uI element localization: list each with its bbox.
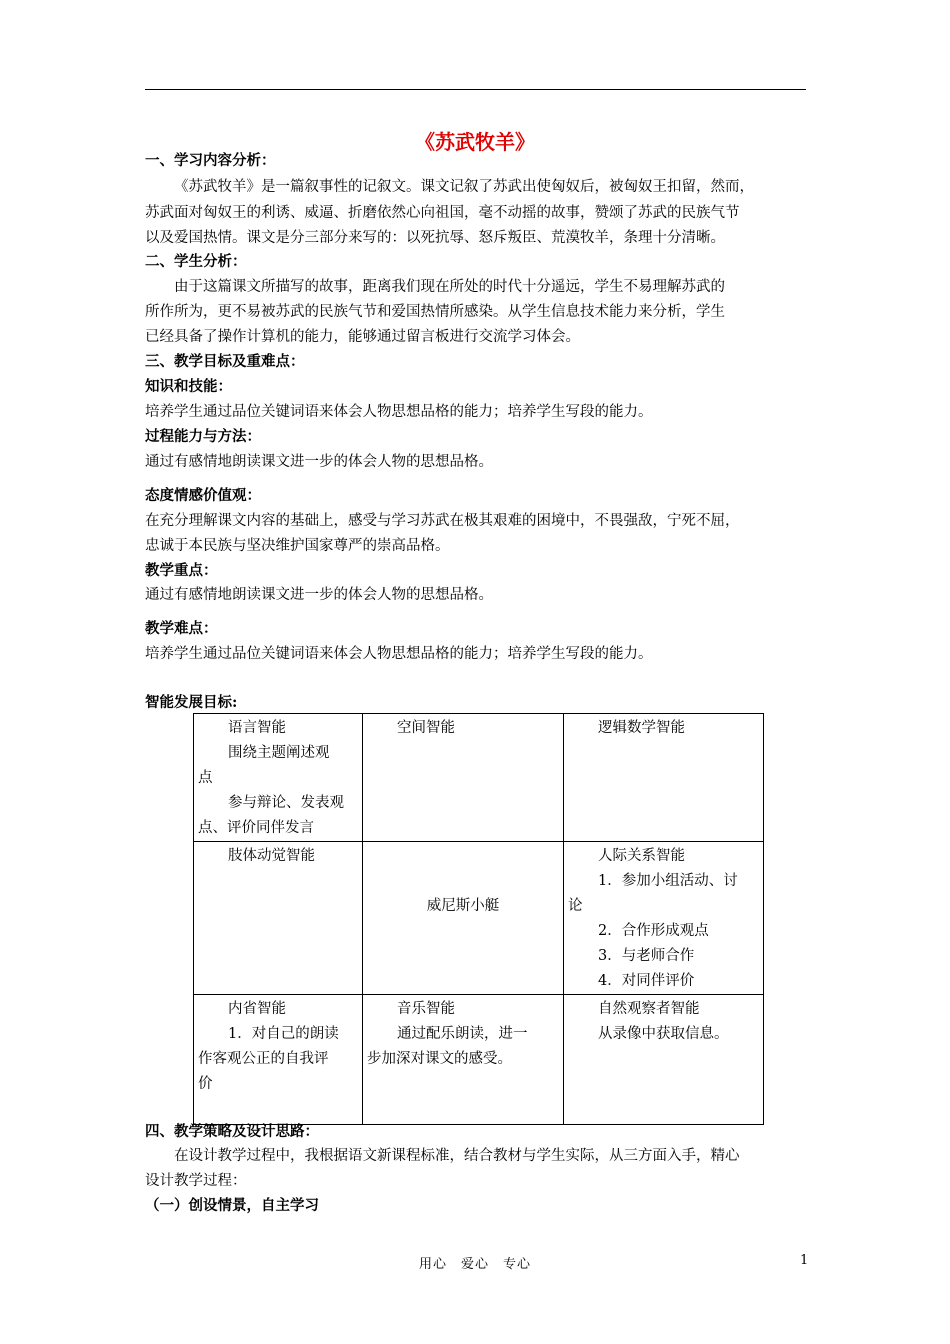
cell-text: 价: [198, 1076, 213, 1092]
knowledge-heading: 知识和技能：: [145, 378, 232, 395]
section2-para-line3: 已经具备了操作计算机的能力，能够通过留言板进行交流学习体会。: [145, 329, 580, 345]
process-heading: 过程能力与方法：: [145, 428, 261, 445]
cell-text: 作客观公正的自我评: [198, 1051, 329, 1067]
cell-text: 步加深对课文的感受。: [367, 1051, 512, 1067]
document-title: 《苏武牧羊》: [415, 130, 535, 154]
section1-heading: 一、学习内容分析：: [145, 152, 276, 169]
section1-para-line3: 以及爱国热情。课文是分三部分来写的：以死抗辱、怒斥叛臣、荒漠牧羊，条理十分清晰。: [145, 230, 725, 246]
intelligence-table: [193, 713, 764, 1125]
cell-text: 人际关系智能: [598, 848, 685, 864]
section4-para-line1: 在设计教学过程中，我根据语文新课程标准，结合教材与学生实际，从三方面入手，精心: [174, 1148, 740, 1164]
section1-para-line2: 苏武面对匈奴王的利诱、威逼、折磨依然心向祖国，毫不动摇的故事，赞颂了苏武的民族气节: [145, 205, 740, 221]
cell-text: 语言智能: [228, 720, 286, 736]
key-point-heading: 教学重点：: [145, 562, 218, 579]
process-text: 通过有感情地朗读课文进一步的体会人物的思想品格。: [145, 454, 493, 470]
section1-para-line1: 《苏武牧羊》是一篇叙事性的记叙文。课文记叙了苏武出使匈奴后，被匈奴王扣留，然而，: [174, 179, 754, 195]
knowledge-text: 培养学生通过品位关键词语来体会人物思想品格的能力；培养学生写段的能力。: [145, 404, 653, 420]
table-cell-kinesthetic: [194, 842, 363, 995]
section2-heading: 二、学生分析：: [145, 253, 247, 270]
cell-text: 1．参加小组活动、讨: [598, 873, 738, 889]
cell-text: 3．与老师合作: [598, 948, 695, 964]
table-cell-spatial: [363, 714, 564, 842]
difficulty-heading: 教学难点：: [145, 620, 218, 637]
cell-text: 威尼斯小艇: [426, 898, 500, 914]
section2-para-line2: 所作所为，更不易被苏武的民族气节和爱国热情所感染。从学生信息技术能力来分析，学生: [145, 304, 725, 320]
table-cell-interpersonal: [564, 842, 764, 995]
cell-text: 参与辩论、发表观: [228, 795, 344, 811]
section4-para-line2: 设计教学过程：: [145, 1173, 247, 1189]
cell-text: 从录像中获取信息。: [598, 1026, 729, 1042]
cell-text: 通过配乐朗读，进一: [397, 1026, 528, 1042]
table-cell-logic: [564, 714, 764, 842]
difficulty-text: 培养学生通过品位关键词语来体会人物思想品格的能力；培养学生写段的能力。: [145, 646, 653, 662]
table-row: [194, 995, 764, 1125]
section4-heading: 四、教学策略及设计思路：: [145, 1123, 319, 1140]
header-rule: [145, 89, 806, 90]
table-cell-intrapersonal: [194, 995, 363, 1125]
table-row: [194, 714, 764, 842]
cell-text: 自然观察者智能: [598, 1001, 700, 1017]
section2-para-line1: 由于这篇课文所描写的故事，距离我们现在所处的时代十分遥远，学生不易理解苏武的: [174, 279, 725, 295]
cell-text: 点、评价同伴发言: [198, 820, 314, 836]
table-cell-music: [363, 995, 564, 1125]
cell-text: 音乐智能: [397, 1001, 455, 1017]
intelligence-goal-heading: 智能发展目标:: [145, 694, 238, 711]
table-cell-venice-boat: [363, 842, 564, 995]
attitude-text-line2: 忠诚于本民族与坚决维护国家尊严的崇高品格。: [145, 538, 450, 554]
cell-text: 围绕主题阐述观: [228, 745, 330, 761]
attitude-heading: 态度情感价值观：: [145, 487, 261, 504]
cell-text: 4．对同伴评价: [598, 973, 695, 989]
table-row: [194, 842, 764, 995]
cell-text: 肢体动觉智能: [228, 848, 315, 864]
section3-heading: 三、教学目标及重难点：: [145, 353, 305, 370]
footer-motto: 用心 爱心 专心: [418, 1257, 531, 1272]
cell-text: 空间智能: [397, 720, 455, 736]
cell-text: 点: [198, 770, 213, 786]
cell-text: 1．对自己的朗读: [228, 1026, 339, 1042]
key-point-text: 通过有感情地朗读课文进一步的体会人物的思想品格。: [145, 587, 493, 603]
page-number: 1: [800, 1253, 809, 1268]
section4-subheading-1: （一）创设情景，自主学习: [145, 1197, 319, 1214]
attitude-text-line1: 在充分理解课文内容的基础上，感受与学习苏武在极其艰难的困境中，不畏强敌，宁死不屈，: [145, 513, 740, 529]
cell-text: 内省智能: [228, 1001, 286, 1017]
cell-text: 2．合作形成观点: [598, 923, 709, 939]
table-cell-naturalist: [564, 995, 764, 1125]
cell-text: 论: [568, 898, 583, 914]
cell-text: 逻辑数学智能: [598, 720, 685, 736]
table-cell-language: [194, 714, 363, 842]
